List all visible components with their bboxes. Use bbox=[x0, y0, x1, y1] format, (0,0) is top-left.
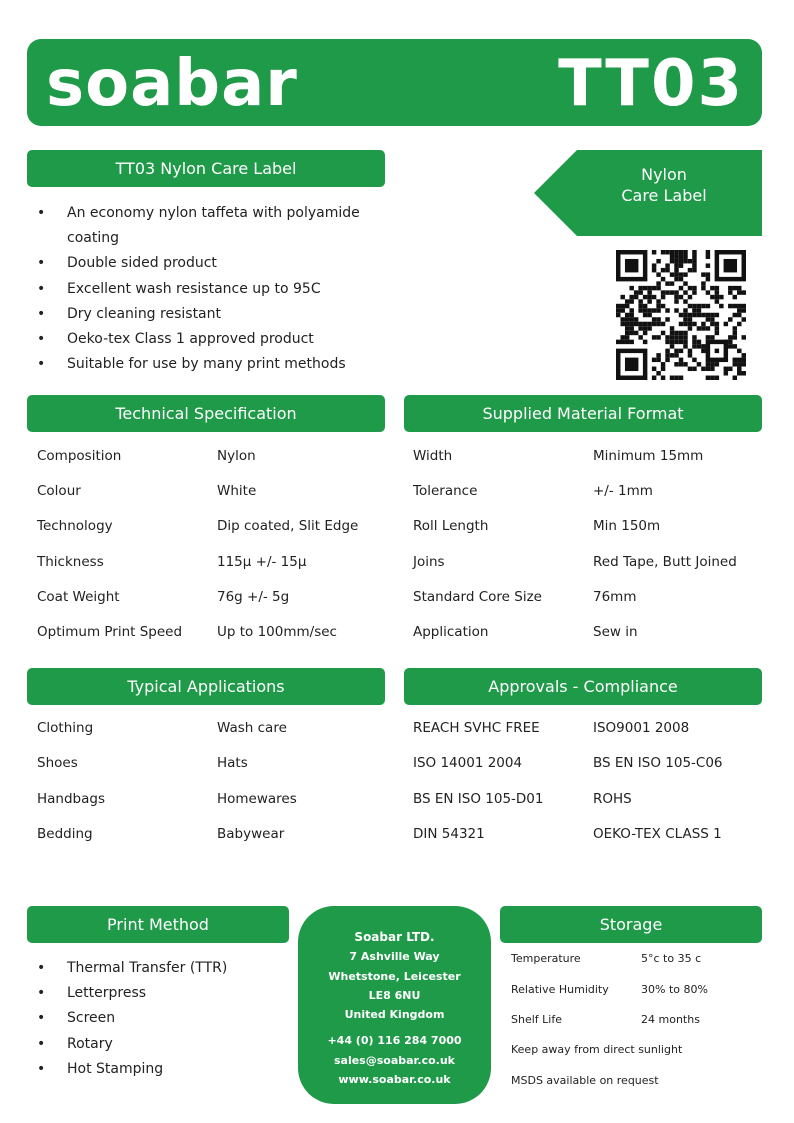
application-item: Shoes bbox=[37, 755, 78, 771]
tag-text bbox=[574, 164, 754, 206]
spec-value: White bbox=[217, 483, 257, 499]
approval-item: ISO9001 2008 bbox=[593, 720, 690, 736]
storage-note: MSDS available on request bbox=[511, 1074, 659, 1087]
tech-spec-table bbox=[37, 448, 387, 648]
nylon-care-label-tag bbox=[534, 150, 762, 236]
spec-value: 115µ +/- 15µ bbox=[217, 554, 307, 570]
application-item: Wash care bbox=[217, 720, 287, 736]
storage-table bbox=[511, 952, 761, 1092]
application-item: Handbags bbox=[37, 791, 105, 807]
storage-value: 24 months bbox=[641, 1013, 700, 1026]
approval-item: REACH SVHC FREE bbox=[413, 720, 540, 736]
storage-title: Storage bbox=[500, 906, 762, 943]
spec-value: 76g +/- 5g bbox=[217, 589, 290, 605]
tag-line-1: Nylon bbox=[641, 165, 687, 184]
format-value: Sew in bbox=[593, 624, 638, 640]
list-item: • An economy nylon taffeta with polyamide coating bbox=[27, 201, 397, 251]
spec-key: Composition bbox=[37, 448, 122, 464]
qr-code-icon bbox=[616, 250, 746, 380]
format-value: Minimum 15mm bbox=[593, 448, 704, 464]
format-value: +/- 1mm bbox=[593, 483, 653, 499]
storage-note: Keep away from direct sunlight bbox=[511, 1043, 683, 1056]
list-item: • Suitable for use by many print methods bbox=[27, 352, 397, 377]
format-value: Min 150m bbox=[593, 518, 661, 534]
approval-item: DIN 54321 bbox=[413, 826, 485, 842]
list-item: • Dry cleaning resistant bbox=[27, 302, 397, 327]
spec-key: Optimum Print Speed bbox=[37, 624, 183, 640]
spec-key: Thickness bbox=[37, 554, 104, 570]
brand-logo: soabar bbox=[46, 47, 298, 121]
list-item: • Thermal Transfer (TTR) bbox=[27, 956, 289, 981]
application-item: Bedding bbox=[37, 826, 93, 842]
list-item: • Letterpress bbox=[27, 981, 289, 1006]
spec-key: Colour bbox=[37, 483, 81, 499]
list-item: • Hot Stamping bbox=[27, 1057, 289, 1082]
format-key: Roll Length bbox=[413, 518, 489, 534]
list-item: • Oeko-tex Class 1 approved product bbox=[27, 327, 397, 352]
website-link[interactable]: www.soabar.co.uk bbox=[338, 1073, 451, 1086]
applications-title: Typical Applications bbox=[27, 668, 385, 705]
storage-value: 30% to 80% bbox=[641, 983, 708, 996]
list-item: • Excellent wash resistance up to 95C bbox=[27, 277, 397, 302]
company-name: Soabar LTD. bbox=[354, 930, 435, 944]
application-item: Clothing bbox=[37, 720, 94, 736]
storage-value: 5°c to 35 c bbox=[641, 952, 702, 965]
supplied-format-table bbox=[413, 448, 763, 648]
intro-bullets bbox=[27, 201, 397, 377]
approval-item: ROHS bbox=[593, 791, 632, 807]
format-value: Red Tape, Butt Joined bbox=[593, 554, 737, 570]
spec-value: Dip coated, Slit Edge bbox=[217, 518, 359, 534]
intro-title: TT03 Nylon Care Label bbox=[27, 150, 385, 187]
product-code: TT03 bbox=[558, 47, 744, 121]
address-line: Whetstone, Leicester bbox=[328, 970, 461, 983]
application-item: Babywear bbox=[217, 826, 285, 842]
list-item: • Screen bbox=[27, 1006, 289, 1031]
approval-item: BS EN ISO 105-D01 bbox=[413, 791, 544, 807]
company-address-card bbox=[298, 906, 491, 1104]
phone-number: +44 (0) 116 284 7000 bbox=[327, 1034, 462, 1047]
applications-table bbox=[37, 720, 387, 850]
storage-key: Relative Humidity bbox=[511, 983, 609, 996]
application-item: Homewares bbox=[217, 791, 297, 807]
approvals-table bbox=[413, 720, 763, 850]
format-value: 76mm bbox=[593, 589, 637, 605]
approval-item: BS EN ISO 105-C06 bbox=[593, 755, 723, 771]
format-key: Joins bbox=[413, 554, 445, 570]
storage-key: Shelf Life bbox=[511, 1013, 562, 1026]
list-item: • Rotary bbox=[27, 1032, 289, 1057]
approval-item: OEKO-TEX CLASS 1 bbox=[593, 826, 722, 842]
address-line: LE8 6NU bbox=[368, 989, 421, 1002]
address-line: United Kingdom bbox=[344, 1008, 445, 1021]
print-method-list bbox=[27, 956, 289, 1082]
format-key: Standard Core Size bbox=[413, 589, 542, 605]
spec-key: Technology bbox=[37, 518, 113, 534]
storage-key: Temperature bbox=[511, 952, 581, 965]
format-key: Tolerance bbox=[413, 483, 478, 499]
spec-value: Up to 100mm/sec bbox=[217, 624, 337, 640]
supplied-format-title: Supplied Material Format bbox=[404, 395, 762, 432]
address-line: 7 Ashville Way bbox=[349, 950, 440, 963]
list-item: • Double sided product bbox=[27, 251, 397, 276]
approvals-title: Approvals - Compliance bbox=[404, 668, 762, 705]
spec-value: Nylon bbox=[217, 448, 256, 464]
print-method-title: Print Method bbox=[27, 906, 289, 943]
email-link[interactable]: sales@soabar.co.uk bbox=[333, 1054, 455, 1067]
application-item: Hats bbox=[217, 755, 248, 771]
spec-key: Coat Weight bbox=[37, 589, 120, 605]
format-key: Width bbox=[413, 448, 453, 464]
tag-line-2: Care Label bbox=[621, 186, 707, 205]
format-key: Application bbox=[413, 624, 489, 640]
tech-spec-title: Technical Specification bbox=[27, 395, 385, 432]
approval-item: ISO 14001 2004 bbox=[413, 755, 523, 771]
